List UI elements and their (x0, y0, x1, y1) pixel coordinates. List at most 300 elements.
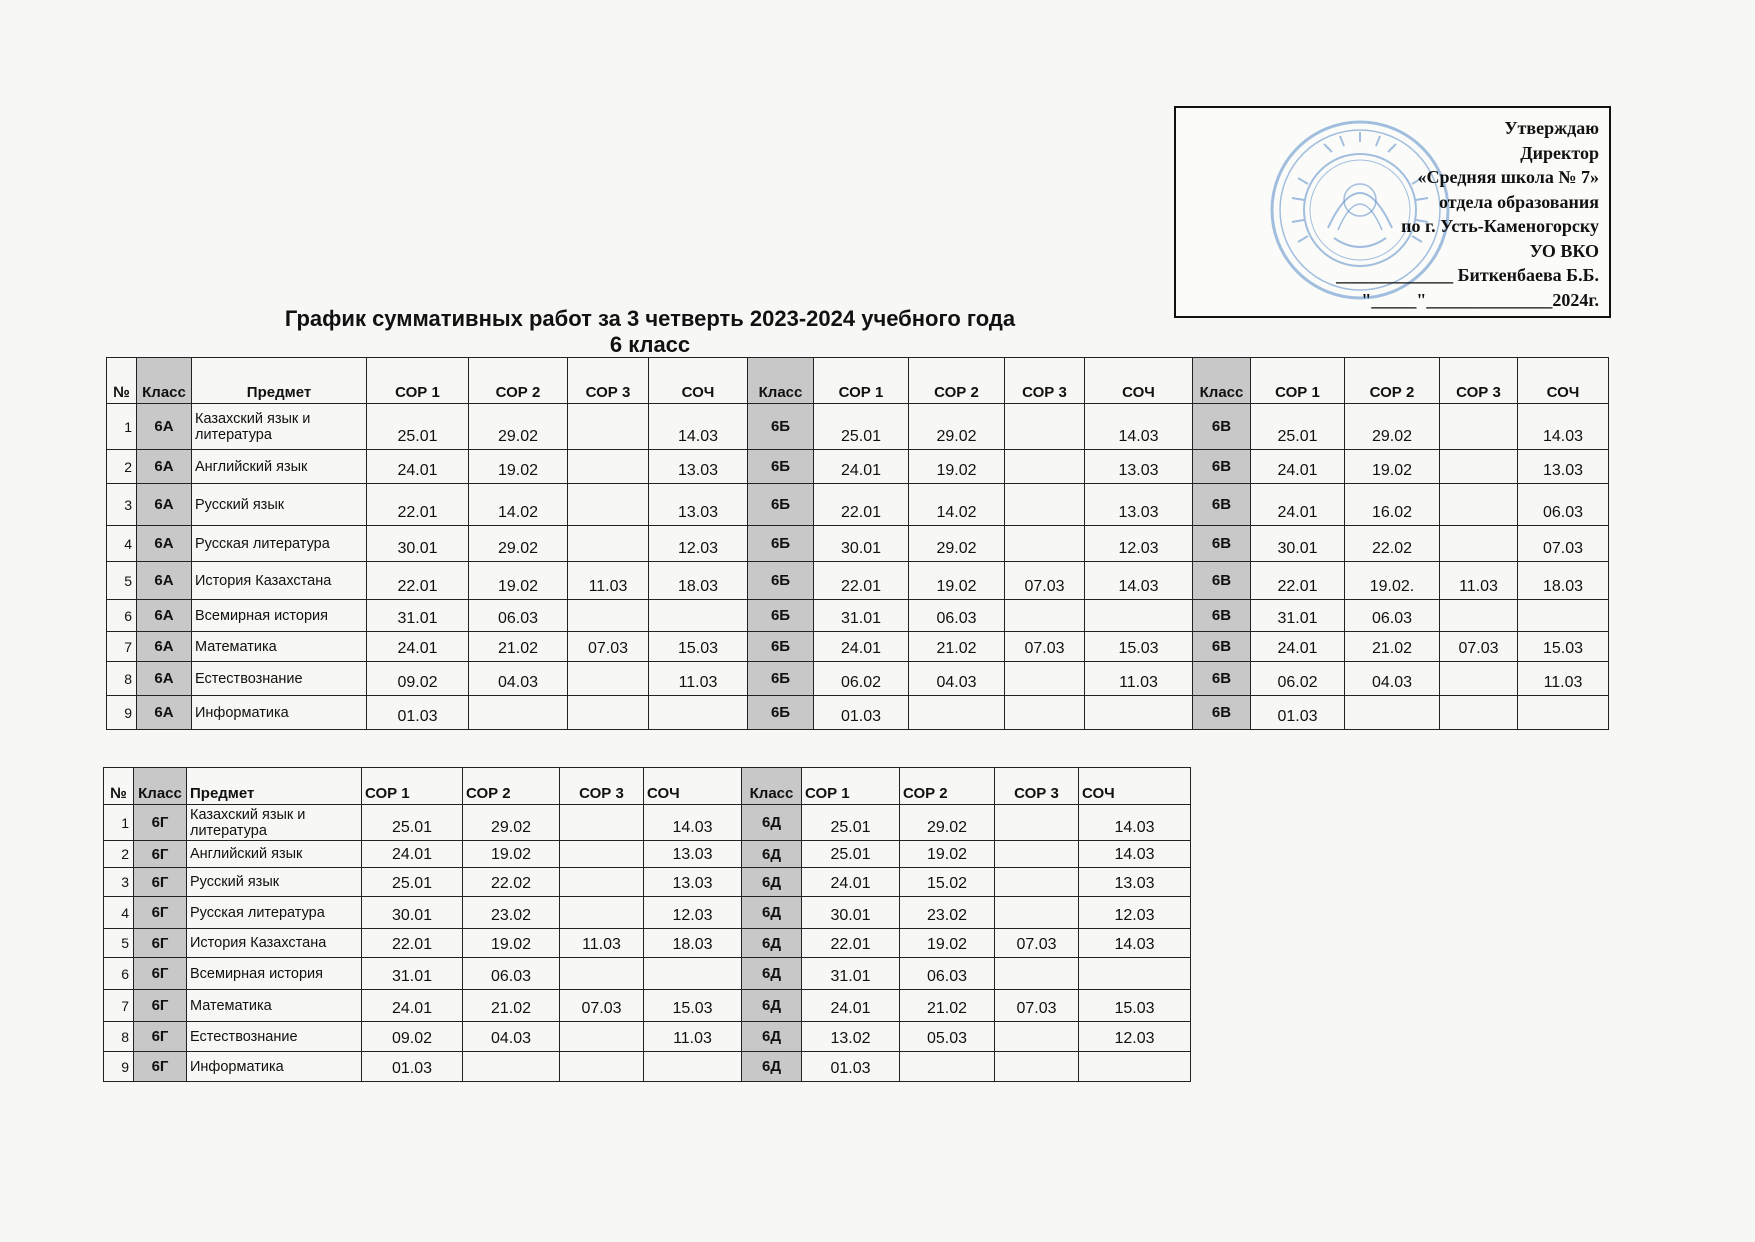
date-cell (995, 868, 1079, 897)
date-cell: 01.03 (1251, 696, 1345, 730)
column-header: Класс (748, 358, 814, 404)
date-cell: 09.02 (362, 1022, 463, 1052)
date-cell: 06.02 (814, 662, 909, 696)
date-cell: 15.03 (1085, 632, 1193, 662)
date-cell: 30.01 (367, 526, 469, 562)
date-cell: 31.01 (814, 600, 909, 632)
date-cell: 23.02 (900, 897, 995, 929)
class-cell: 6В (1193, 562, 1251, 600)
date-cell: 04.03 (909, 662, 1005, 696)
date-cell: 13.03 (1518, 450, 1609, 484)
date-cell: 06.03 (469, 600, 568, 632)
date-line: "_____"______________2024г. (1361, 289, 1599, 310)
date-cell: 07.03 (560, 990, 644, 1022)
column-header: СОР 1 (362, 768, 463, 805)
date-cell: 30.01 (1251, 526, 1345, 562)
date-cell: 19.02 (900, 841, 995, 868)
date-cell (1079, 958, 1191, 990)
date-cell: 13.03 (649, 484, 748, 526)
table-row (104, 868, 1191, 897)
class-cell: 6Б (748, 662, 814, 696)
date-cell: 19.02 (1345, 450, 1440, 484)
date-cell (1440, 450, 1518, 484)
column-header: СОР 3 (1440, 358, 1518, 404)
approval-line: УО ВКО (1529, 240, 1599, 261)
column-header: СОЧ (1085, 358, 1193, 404)
date-cell: 31.01 (1251, 600, 1345, 632)
date-cell: 12.03 (649, 526, 748, 562)
column-header: СОР 2 (469, 358, 568, 404)
date-cell (560, 958, 644, 990)
date-cell: 25.01 (802, 805, 900, 841)
date-cell: 30.01 (802, 897, 900, 929)
date-cell: 29.02 (469, 526, 568, 562)
date-cell: 22.01 (802, 929, 900, 958)
row-number: 4 (107, 526, 137, 562)
class-cell: 6Г (134, 1052, 187, 1082)
class-cell: 6Г (134, 1022, 187, 1052)
subject-cell: Русская литература (192, 526, 367, 562)
class-cell: 6Г (134, 897, 187, 929)
date-cell: 19.02. (1345, 562, 1440, 600)
class-cell: 6А (137, 562, 192, 600)
column-header: СОР 1 (814, 358, 909, 404)
column-header: СОЧ (1518, 358, 1609, 404)
date-cell: 13.03 (1085, 484, 1193, 526)
row-number: 5 (104, 929, 134, 958)
class-cell: 6Д (742, 929, 802, 958)
date-cell: 12.03 (1079, 897, 1191, 929)
date-cell (995, 897, 1079, 929)
column-header: Класс (137, 358, 192, 404)
class-cell: 6Д (742, 958, 802, 990)
date-cell: 14.03 (649, 404, 748, 450)
date-cell: 15.03 (644, 990, 742, 1022)
table-row (104, 958, 1191, 990)
row-number: 6 (107, 600, 137, 632)
table-body (107, 404, 1609, 730)
date-cell: 24.01 (814, 632, 909, 662)
date-cell: 11.03 (1085, 662, 1193, 696)
date-cell: 25.01 (802, 841, 900, 868)
class-cell: 6Д (742, 868, 802, 897)
date-cell: 14.03 (1079, 805, 1191, 841)
subject-cell: Русская литература (187, 897, 362, 929)
date-cell (1085, 600, 1193, 632)
date-cell: 24.01 (1251, 632, 1345, 662)
table-row (107, 632, 1609, 662)
row-number: 2 (104, 841, 134, 868)
date-cell: 19.02 (909, 450, 1005, 484)
date-cell: 16.02 (1345, 484, 1440, 526)
date-cell: 13.03 (644, 841, 742, 868)
date-cell (1440, 484, 1518, 526)
class-cell: 6Г (134, 929, 187, 958)
date-cell: 12.03 (1085, 526, 1193, 562)
date-cell: 21.02 (469, 632, 568, 662)
date-cell (649, 600, 748, 632)
date-cell: 14.02 (909, 484, 1005, 526)
date-cell (995, 1022, 1079, 1052)
class-cell: 6А (137, 404, 192, 450)
date-cell: 31.01 (362, 958, 463, 990)
date-cell: 07.03 (1518, 526, 1609, 562)
column-header: СОР 3 (995, 768, 1079, 805)
date-cell: 14.02 (469, 484, 568, 526)
date-cell: 22.01 (814, 562, 909, 600)
class-cell: 6Д (742, 805, 802, 841)
table-row (107, 484, 1609, 526)
class-cell: 6В (1193, 526, 1251, 562)
column-header: СОР 2 (463, 768, 560, 805)
date-cell (568, 526, 649, 562)
column-header: СОР 1 (802, 768, 900, 805)
date-cell (1440, 696, 1518, 730)
date-cell: 21.02 (1345, 632, 1440, 662)
date-cell: 31.01 (367, 600, 469, 632)
date-cell: 14.03 (1085, 404, 1193, 450)
date-cell: 21.02 (463, 990, 560, 1022)
date-cell (1005, 526, 1085, 562)
class-cell: 6Г (134, 805, 187, 841)
date-cell (560, 1022, 644, 1052)
class-cell: 6В (1193, 662, 1251, 696)
date-cell: 06.03 (463, 958, 560, 990)
date-cell: 15.03 (1518, 632, 1609, 662)
column-header: СОР 2 (900, 768, 995, 805)
class-cell: 6А (137, 484, 192, 526)
date-cell (1440, 404, 1518, 450)
table-row (104, 805, 1191, 841)
table-header-row (104, 768, 1191, 805)
date-cell: 11.03 (1518, 662, 1609, 696)
date-cell: 19.02 (909, 562, 1005, 600)
date-cell: 05.03 (900, 1022, 995, 1052)
date-cell: 15.03 (1079, 990, 1191, 1022)
row-number: 8 (107, 662, 137, 696)
date-cell: 12.03 (644, 897, 742, 929)
date-cell: 24.01 (814, 450, 909, 484)
row-number: 1 (104, 805, 134, 841)
date-cell (1440, 526, 1518, 562)
date-cell (568, 450, 649, 484)
approval-text (1336, 116, 1599, 312)
date-cell: 11.03 (1440, 562, 1518, 600)
signature-line: _____________ Биткенбаева Б.Б. (1336, 265, 1599, 285)
class-cell: 6А (137, 600, 192, 632)
date-cell: 29.02 (909, 404, 1005, 450)
schedule-table-bottom (103, 767, 1191, 1082)
column-header: СОЧ (644, 768, 742, 805)
date-cell: 13.03 (1085, 450, 1193, 484)
subject-cell: Английский язык (187, 841, 362, 868)
date-cell (463, 1052, 560, 1082)
column-header: СОР 3 (1005, 358, 1085, 404)
column-header: № (104, 768, 134, 805)
table-body (104, 805, 1191, 1082)
date-cell: 07.03 (995, 929, 1079, 958)
column-header: СОЧ (649, 358, 748, 404)
row-number: 1 (107, 404, 137, 450)
column-header: Класс (1193, 358, 1251, 404)
date-cell: 18.03 (644, 929, 742, 958)
column-header: СОР 3 (560, 768, 644, 805)
column-header: СОЧ (1079, 768, 1191, 805)
class-cell: 6А (137, 450, 192, 484)
table-row (104, 1052, 1191, 1082)
date-cell (1005, 450, 1085, 484)
date-cell: 18.03 (1518, 562, 1609, 600)
date-cell: 06.03 (1518, 484, 1609, 526)
date-cell: 22.01 (362, 929, 463, 958)
date-cell: 21.02 (900, 990, 995, 1022)
date-cell: 24.01 (802, 990, 900, 1022)
date-cell: 24.01 (1251, 484, 1345, 526)
table-header-row (107, 358, 1609, 404)
row-number: 5 (107, 562, 137, 600)
approval-line: «Средняя школа № 7» (1417, 167, 1599, 187)
table-row (107, 696, 1609, 730)
date-cell (568, 600, 649, 632)
date-cell: 25.01 (814, 404, 909, 450)
class-cell: 6Б (748, 526, 814, 562)
date-cell: 19.02 (469, 562, 568, 600)
date-cell (568, 696, 649, 730)
column-header: СОР 2 (909, 358, 1005, 404)
row-number: 7 (107, 632, 137, 662)
date-cell: 22.01 (367, 562, 469, 600)
class-cell: 6Б (748, 404, 814, 450)
date-cell (1005, 662, 1085, 696)
subject-cell: Естествознание (192, 662, 367, 696)
subject-cell: Всемирная история (187, 958, 362, 990)
class-cell: 6Б (748, 696, 814, 730)
subject-cell: Информатика (192, 696, 367, 730)
table-row (104, 929, 1191, 958)
column-header: СОР 1 (367, 358, 469, 404)
class-cell: 6Б (748, 632, 814, 662)
date-cell (649, 696, 748, 730)
class-cell: 6В (1193, 600, 1251, 632)
table-row (104, 1022, 1191, 1052)
date-cell (1079, 1052, 1191, 1082)
date-cell: 29.02 (1345, 404, 1440, 450)
column-header: СОР 3 (568, 358, 649, 404)
date-cell: 21.02 (909, 632, 1005, 662)
date-cell: 15.03 (649, 632, 748, 662)
date-cell: 22.01 (1251, 562, 1345, 600)
date-cell (900, 1052, 995, 1082)
class-cell: 6Д (742, 1052, 802, 1082)
date-cell: 11.03 (644, 1022, 742, 1052)
date-cell: 31.01 (802, 958, 900, 990)
class-cell: 6Г (134, 868, 187, 897)
date-cell: 13.03 (1079, 868, 1191, 897)
date-cell: 24.01 (362, 990, 463, 1022)
class-cell: 6Д (742, 841, 802, 868)
date-cell: 30.01 (814, 526, 909, 562)
date-cell (1005, 404, 1085, 450)
date-cell (560, 868, 644, 897)
date-cell (568, 404, 649, 450)
date-cell: 06.03 (1345, 600, 1440, 632)
date-cell (1085, 696, 1193, 730)
date-cell (560, 841, 644, 868)
date-cell (469, 696, 568, 730)
table-row (107, 404, 1609, 450)
date-cell: 12.03 (1079, 1022, 1191, 1052)
class-cell: 6А (137, 632, 192, 662)
date-cell: 29.02 (469, 404, 568, 450)
date-cell: 23.02 (463, 897, 560, 929)
subject-cell: Математика (192, 632, 367, 662)
date-cell: 01.03 (814, 696, 909, 730)
date-cell: 25.01 (362, 805, 463, 841)
date-cell: 25.01 (362, 868, 463, 897)
date-cell (1440, 600, 1518, 632)
date-cell: 01.03 (802, 1052, 900, 1082)
column-header: № (107, 358, 137, 404)
date-cell (1345, 696, 1440, 730)
class-cell: 6В (1193, 632, 1251, 662)
date-cell (1005, 484, 1085, 526)
date-cell: 11.03 (560, 929, 644, 958)
row-number: 7 (104, 990, 134, 1022)
subject-cell: Всемирная история (192, 600, 367, 632)
approval-line: Директор (1520, 142, 1599, 163)
date-cell: 15.02 (900, 868, 995, 897)
column-header: Класс (134, 768, 187, 805)
date-cell (560, 805, 644, 841)
date-cell: 29.02 (909, 526, 1005, 562)
column-header: Предмет (187, 768, 362, 805)
row-number: 9 (107, 696, 137, 730)
date-cell: 06.03 (909, 600, 1005, 632)
date-cell: 13.02 (802, 1022, 900, 1052)
class-cell: 6Г (134, 958, 187, 990)
subject-cell: Математика (187, 990, 362, 1022)
date-cell: 14.03 (644, 805, 742, 841)
table-row (107, 600, 1609, 632)
subject-cell: Информатика (187, 1052, 362, 1082)
approval-line: Утверждаю (1504, 118, 1599, 138)
class-cell: 6Г (134, 841, 187, 868)
date-cell: 19.02 (469, 450, 568, 484)
table-row (107, 450, 1609, 484)
column-header: СОР 2 (1345, 358, 1440, 404)
date-cell: 24.01 (367, 632, 469, 662)
row-number: 8 (104, 1022, 134, 1052)
date-cell: 22.02 (1345, 526, 1440, 562)
row-number: 3 (104, 868, 134, 897)
date-cell (995, 841, 1079, 868)
date-cell: 04.03 (469, 662, 568, 696)
date-cell: 30.01 (362, 897, 463, 929)
date-cell (995, 805, 1079, 841)
row-number: 3 (107, 484, 137, 526)
class-cell: 6Г (134, 990, 187, 1022)
date-cell (995, 1052, 1079, 1082)
approval-block (1174, 106, 1611, 318)
date-cell: 19.02 (900, 929, 995, 958)
date-cell: 22.01 (367, 484, 469, 526)
class-cell: 6Д (742, 990, 802, 1022)
class-cell: 6В (1193, 484, 1251, 526)
column-header: СОР 1 (1251, 358, 1345, 404)
date-cell (560, 897, 644, 929)
date-cell: 07.03 (568, 632, 649, 662)
date-cell: 14.03 (1079, 841, 1191, 868)
class-cell: 6В (1193, 404, 1251, 450)
date-cell: 13.03 (649, 450, 748, 484)
date-cell: 25.01 (1251, 404, 1345, 450)
row-number: 9 (104, 1052, 134, 1082)
date-cell: 18.03 (649, 562, 748, 600)
date-cell (1005, 696, 1085, 730)
date-cell (568, 484, 649, 526)
date-cell: 06.03 (900, 958, 995, 990)
table-row (107, 526, 1609, 562)
date-cell: 19.02 (463, 929, 560, 958)
page-subtitle: 6 класс (609, 332, 691, 357)
date-cell (560, 1052, 644, 1082)
date-cell: 25.01 (367, 404, 469, 450)
date-cell: 29.02 (900, 805, 995, 841)
date-cell (644, 1052, 742, 1082)
date-cell (909, 696, 1005, 730)
date-cell (568, 662, 649, 696)
date-cell: 06.02 (1251, 662, 1345, 696)
date-cell: 07.03 (1005, 562, 1085, 600)
class-cell: 6Б (748, 450, 814, 484)
table-row (107, 562, 1609, 600)
date-cell (1518, 696, 1609, 730)
date-cell: 24.01 (802, 868, 900, 897)
date-cell: 07.03 (995, 990, 1079, 1022)
date-cell: 13.03 (644, 868, 742, 897)
date-cell: 24.01 (1251, 450, 1345, 484)
date-cell (1518, 600, 1609, 632)
date-cell: 09.02 (367, 662, 469, 696)
date-cell: 01.03 (367, 696, 469, 730)
date-cell: 07.03 (1440, 632, 1518, 662)
column-header: Класс (742, 768, 802, 805)
approval-line: по г. Усть-Каменогорску (1401, 216, 1599, 236)
class-cell: 6Д (742, 897, 802, 929)
date-cell: 22.02 (463, 868, 560, 897)
class-cell: 6Б (748, 600, 814, 632)
table-row (104, 841, 1191, 868)
class-cell: 6Д (742, 1022, 802, 1052)
class-cell: 6В (1193, 450, 1251, 484)
subject-cell: Русский язык (187, 868, 362, 897)
approval-line: отдела образования (1439, 191, 1599, 212)
date-cell: 24.01 (367, 450, 469, 484)
subject-cell: Естествознание (187, 1022, 362, 1052)
date-cell (1005, 600, 1085, 632)
date-cell: 22.01 (814, 484, 909, 526)
date-cell: 24.01 (362, 841, 463, 868)
date-cell: 01.03 (362, 1052, 463, 1082)
date-cell (644, 958, 742, 990)
date-cell: 14.03 (1085, 562, 1193, 600)
class-cell: 6Б (748, 484, 814, 526)
class-cell: 6В (1193, 696, 1251, 730)
page-title: График суммативных работ за 3 четверть 2023-2024 учебного года (284, 306, 1016, 331)
class-cell: 6А (137, 662, 192, 696)
date-cell: 04.03 (463, 1022, 560, 1052)
subject-cell: История Казахстана (187, 929, 362, 958)
